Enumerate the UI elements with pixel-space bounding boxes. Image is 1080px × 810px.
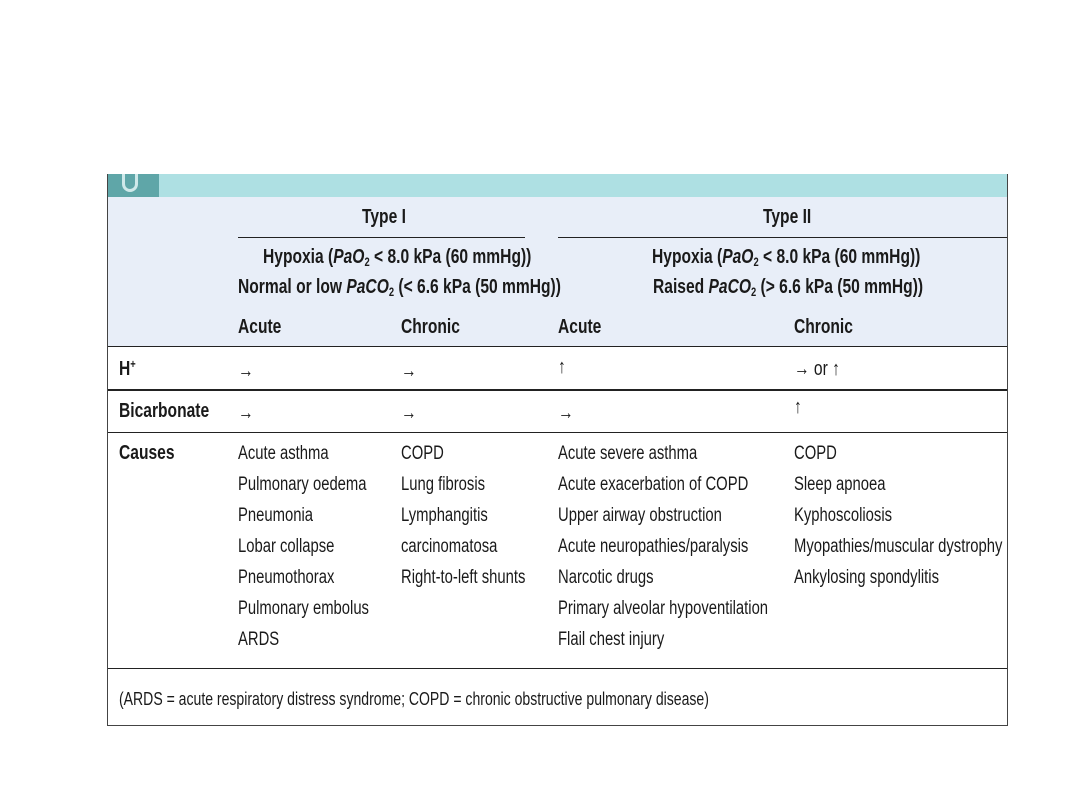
list-item: Narcotic drugs: [558, 567, 654, 588]
list-item: Lobar collapse: [238, 536, 335, 557]
bicarbonate-type1-acute: →: [238, 402, 254, 424]
list-item: Right-to-left shunts: [401, 567, 526, 588]
list-item: Pulmonary oedema: [238, 474, 367, 495]
hplus-type1-acute: →: [238, 360, 254, 382]
type2-chronic-header: Chronic: [794, 316, 853, 338]
table-footnote: (ARDS = acute respiratory distress syndrome; COPD = chronic obstructive pulmonary disease): [119, 689, 709, 709]
hplus-bottom-rule: [108, 389, 1007, 391]
paperclip-icon: [122, 174, 138, 192]
hplus-type2-chronic: → or ↑: [794, 358, 840, 380]
list-item: Acute exacerbation of COPD: [558, 474, 749, 495]
type1-chronic-header: Chronic: [401, 316, 460, 338]
causes-type2-acute-list: [558, 438, 827, 655]
hplus-type1-chronic: →: [401, 360, 417, 382]
type2-acute-header: Acute: [558, 316, 602, 338]
causes-type1-chronic-list: [401, 438, 560, 593]
list-item: Lung fibrosis: [401, 474, 486, 495]
list-item: Ankylosing spondylitis: [794, 567, 939, 588]
header-bottom-rule: [108, 346, 1007, 347]
type2-rule: [558, 237, 1007, 238]
list-item: Pneumothorax: [238, 567, 335, 588]
bicarbonate-type2-acute: →: [558, 402, 574, 424]
list-item: Primary alveolar hypoventilation: [558, 598, 769, 619]
list-item: ARDS: [238, 629, 280, 650]
list-item: Lymphangitis: [401, 505, 488, 526]
table-tab: [108, 174, 159, 197]
respiratory-failure-table: [107, 174, 1008, 726]
type1-rule: [238, 237, 525, 238]
list-item: COPD: [794, 443, 837, 464]
list-item: Sleep apnoea: [794, 474, 886, 495]
list-item: Acute neuropathies/paralysis: [558, 536, 749, 557]
type1-title: Type I: [362, 206, 406, 228]
list-item: Pulmonary embolus: [238, 598, 369, 619]
hplus-type2-acute: ↑: [558, 356, 566, 378]
row-label-hplus: H+: [119, 357, 136, 380]
list-item: Flail chest injury: [558, 629, 665, 650]
list-item: Pneumonia: [238, 505, 313, 526]
list-item: Acute asthma: [238, 443, 329, 464]
bicarbonate-bottom-rule: [108, 432, 1007, 433]
type1-acute-header: Acute: [238, 316, 282, 338]
table-header-bar: [108, 174, 1007, 197]
type2-title: Type II: [763, 206, 812, 228]
row-label-causes: Causes: [119, 442, 175, 464]
type1-criteria-line1: Hypoxia (PaO$_2$ < 8.0 kPa (60 mmHg)): [263, 246, 532, 269]
causes-type1-acute-list: [238, 438, 406, 655]
type1-criteria-line2: Normal or low PaCO$_2$ (< 6.6 kPa (50 mmHg)): [238, 276, 561, 299]
list-item: Upper airway obstruction: [558, 505, 722, 526]
list-item: Kyphoscoliosis: [794, 505, 893, 526]
list-item: COPD: [401, 443, 444, 464]
list-item: Myopathies/muscular dystrophy: [794, 536, 1003, 557]
causes-bottom-rule: [108, 668, 1007, 669]
causes-type2-chronic-list: [794, 438, 1061, 593]
type2-criteria-line2: Raised PaCO$_2$ (> 6.6 kPa (50 mmHg)): [653, 276, 924, 299]
type2-criteria-line1: Hypoxia (PaO$_2$ < 8.0 kPa (60 mmHg)): [652, 246, 921, 269]
bicarbonate-type2-chronic: ↑: [794, 396, 802, 418]
list-item: Acute severe asthma: [558, 443, 698, 464]
bicarbonate-type1-chronic: →: [401, 402, 417, 424]
list-item: carcinomatosa: [401, 536, 498, 557]
row-label-bicarbonate: Bicarbonate: [119, 400, 210, 422]
